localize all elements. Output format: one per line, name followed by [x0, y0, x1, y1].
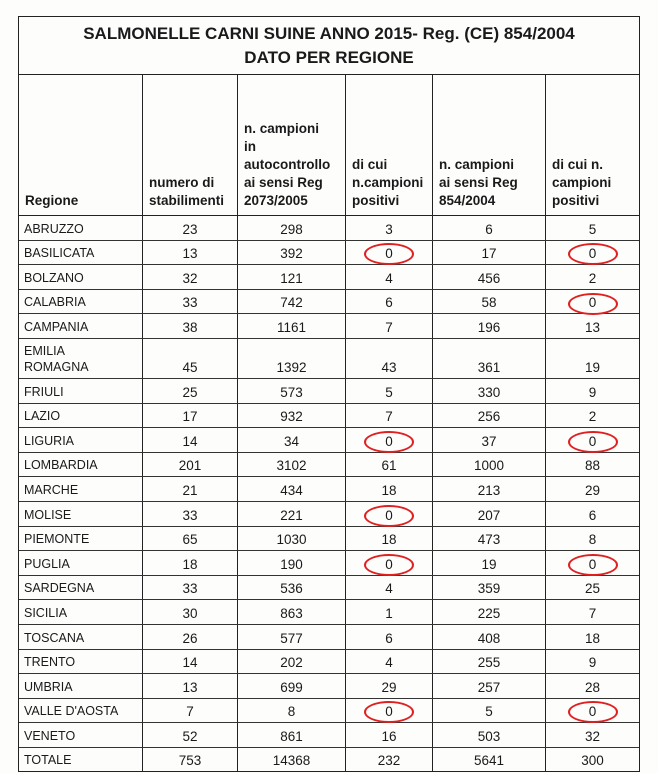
cell-stabilimenti: 17 [143, 404, 238, 428]
cell-positivi-854: 8 [588, 532, 597, 548]
cell-regione: EMILIA ROMAGNA [19, 339, 143, 378]
cell-autocontrollo: 1161 [238, 314, 346, 338]
title-line-1: SALMONELLE CARNI SUINE ANNO 2015- Reg. (CE) 854/2004 [83, 24, 575, 43]
cell-campioni-854: 456 [433, 265, 546, 289]
cell-positivi-854: 7 [588, 605, 597, 621]
cell-campioni-854: 37 [433, 428, 546, 452]
cell-positivi-854: 9 [588, 384, 597, 400]
cell-autocontrollo: 742 [238, 290, 346, 314]
cell-positivi-autocontrollo: 0 [346, 428, 433, 452]
table-row [19, 502, 639, 527]
table-row [19, 290, 639, 315]
cell-campioni-854: 5 [433, 699, 546, 723]
cell-positivi-autocontrollo: 29 [346, 674, 433, 698]
table-row [19, 241, 639, 266]
cell-regione: BASILICATA [19, 241, 143, 265]
cell-positivi-854: 19 [584, 359, 601, 375]
table-row [19, 404, 639, 429]
cell-campioni-854: 196 [433, 314, 546, 338]
cell-positivi-854: 0 [546, 428, 639, 452]
cell-campioni-854: 359 [433, 576, 546, 600]
table-row [19, 527, 639, 552]
cell-positivi-autocontrollo: 0 [346, 241, 433, 265]
cell-positivi-autocontrollo: 4 [346, 265, 433, 289]
cell-campioni-854: 19 [433, 551, 546, 575]
cell-regione: LOMBARDIA [19, 453, 143, 477]
cell-autocontrollo: 202 [238, 650, 346, 674]
cell-positivi-854: 0 [546, 290, 639, 314]
cell-regione: CAMPANIA [19, 314, 143, 338]
cell-stabilimenti: 52 [143, 723, 238, 747]
table-row [19, 625, 639, 650]
table-row [19, 551, 639, 576]
cell-regione: ABRUZZO [19, 216, 143, 240]
header-row [19, 75, 639, 216]
cell-autocontrollo: 577 [238, 625, 346, 649]
table-row [19, 453, 639, 478]
cell-campioni-854: 1000 [433, 453, 546, 477]
cell-regione: TRENTO [19, 650, 143, 674]
cell-positivi-854: 25 [584, 581, 601, 597]
cell-positivi-854: 18 [584, 630, 601, 646]
cell-positivi-autocontrollo: 3 [346, 216, 433, 240]
cell-autocontrollo: 699 [238, 674, 346, 698]
cell-stabilimenti: 753 [143, 748, 238, 772]
table-title [19, 17, 639, 75]
cell-regione: SICILIA [19, 600, 143, 624]
table-row [19, 314, 639, 339]
table-row [19, 748, 639, 772]
cell-positivi-autocontrollo: 18 [346, 527, 433, 551]
cell-positivi-autocontrollo: 232 [346, 748, 433, 772]
cell-autocontrollo: 861 [238, 723, 346, 747]
cell-stabilimenti: 18 [143, 551, 238, 575]
cell-regione: TOSCANA [19, 625, 143, 649]
cell-regione: MOLISE [19, 502, 143, 526]
cell-campioni-854: 256 [433, 404, 546, 428]
cell-autocontrollo: 221 [238, 502, 346, 526]
cell-positivi-854: 2 [588, 270, 597, 286]
cell-regione: PUGLIA [19, 551, 143, 575]
cell-positivi-854: 9 [588, 655, 597, 671]
cell-stabilimenti: 65 [143, 527, 238, 551]
cell-stabilimenti: 13 [143, 241, 238, 265]
header-regione: Regione [19, 75, 143, 215]
cell-stabilimenti: 38 [143, 314, 238, 338]
cell-autocontrollo: 1030 [238, 527, 346, 551]
table-row [19, 477, 639, 502]
cell-stabilimenti: 13 [143, 674, 238, 698]
cell-stabilimenti: 32 [143, 265, 238, 289]
cell-regione: VALLE D'AOSTA [19, 699, 143, 723]
table-row [19, 723, 639, 748]
header-stabilimenti: numero di stabilimenti [143, 75, 238, 215]
table-row [19, 650, 639, 675]
table-row [19, 428, 639, 453]
cell-regione: MARCHE [19, 477, 143, 501]
cell-positivi-autocontrollo: 0 [346, 551, 433, 575]
table-row [19, 216, 639, 241]
cell-regione: VENETO [19, 723, 143, 747]
cell-stabilimenti: 21 [143, 477, 238, 501]
cell-positivi-854: 5 [588, 221, 597, 237]
table-row [19, 576, 639, 601]
cell-positivi-854: 300 [581, 753, 604, 769]
cell-campioni-854: 408 [433, 625, 546, 649]
cell-campioni-854: 5641 [433, 748, 546, 772]
header-positivi-autocontrollo: di cui n.campioni positivi [346, 75, 433, 215]
cell-positivi-autocontrollo: 6 [346, 625, 433, 649]
cell-stabilimenti: 201 [143, 453, 238, 477]
cell-positivi-autocontrollo: 18 [346, 477, 433, 501]
cell-campioni-854: 225 [433, 600, 546, 624]
cell-regione: UMBRIA [19, 674, 143, 698]
cell-campioni-854: 207 [433, 502, 546, 526]
cell-stabilimenti: 14 [143, 650, 238, 674]
cell-campioni-854: 6 [433, 216, 546, 240]
cell-campioni-854: 58 [433, 290, 546, 314]
cell-regione: LIGURIA [19, 428, 143, 452]
cell-regione: SARDEGNA [19, 576, 143, 600]
cell-autocontrollo: 434 [238, 477, 346, 501]
cell-stabilimenti: 33 [143, 290, 238, 314]
cell-positivi-854: 28 [584, 679, 601, 695]
cell-autocontrollo: 190 [238, 551, 346, 575]
cell-autocontrollo: 863 [238, 600, 346, 624]
cell-positivi-autocontrollo: 4 [346, 650, 433, 674]
table-row [19, 674, 639, 699]
cell-positivi-854: 2 [588, 409, 597, 425]
cell-positivi-854: 0 [546, 551, 639, 575]
cell-positivi-854: 13 [584, 319, 601, 335]
cell-stabilimenti: 14 [143, 428, 238, 452]
cell-positivi-854: 0 [546, 241, 639, 265]
cell-autocontrollo: 1392 [238, 339, 346, 378]
cell-positivi-autocontrollo: 1 [346, 600, 433, 624]
cell-autocontrollo: 392 [238, 241, 346, 265]
table-row [19, 265, 639, 290]
cell-positivi-854: 29 [584, 482, 601, 498]
cell-campioni-854: 255 [433, 650, 546, 674]
table-row [19, 699, 639, 724]
cell-positivi-854: 6 [588, 507, 597, 523]
cell-regione: FRIULI [19, 379, 143, 403]
header-positivi-854: di cui n. campioni positivi [552, 157, 612, 208]
table-row [19, 339, 639, 379]
cell-stabilimenti: 45 [143, 339, 238, 378]
cell-positivi-autocontrollo: 0 [346, 699, 433, 723]
cell-positivi-854: 88 [584, 458, 601, 474]
table-row [19, 600, 639, 625]
header-campioni-854: n. campioni ai sensi Reg 854/2004 [433, 75, 546, 215]
cell-regione: LAZIO [19, 404, 143, 428]
cell-autocontrollo: 121 [238, 265, 346, 289]
cell-stabilimenti: 30 [143, 600, 238, 624]
cell-stabilimenti: 23 [143, 216, 238, 240]
header-autocontrollo: n. campioni in autocontrollo ai sensi Reg 2073/2005 [238, 75, 346, 215]
cell-campioni-854: 361 [433, 339, 546, 378]
cell-campioni-854: 257 [433, 674, 546, 698]
cell-stabilimenti: 26 [143, 625, 238, 649]
cell-autocontrollo: 3102 [238, 453, 346, 477]
table-body [19, 216, 639, 771]
cell-autocontrollo: 932 [238, 404, 346, 428]
cell-positivi-autocontrollo: 5 [346, 379, 433, 403]
cell-campioni-854: 473 [433, 527, 546, 551]
cell-regione: PIEMONTE [19, 527, 143, 551]
cell-positivi-autocontrollo: 43 [346, 339, 433, 378]
cell-autocontrollo: 34 [238, 428, 346, 452]
cell-campioni-854: 213 [433, 477, 546, 501]
cell-positivi-autocontrollo: 61 [346, 453, 433, 477]
cell-regione: BOLZANO [19, 265, 143, 289]
cell-autocontrollo: 298 [238, 216, 346, 240]
cell-autocontrollo: 8 [238, 699, 346, 723]
cell-positivi-854: 32 [584, 728, 601, 744]
cell-positivi-autocontrollo: 0 [346, 502, 433, 526]
cell-positivi-autocontrollo: 16 [346, 723, 433, 747]
salmonella-table [18, 16, 640, 772]
cell-positivi-autocontrollo: 6 [346, 290, 433, 314]
table-row [19, 379, 639, 404]
cell-campioni-854: 330 [433, 379, 546, 403]
cell-stabilimenti: 33 [143, 576, 238, 600]
cell-positivi-autocontrollo: 7 [346, 404, 433, 428]
cell-positivi-854: 0 [546, 699, 639, 723]
cell-regione: TOTALE [19, 748, 143, 772]
cell-stabilimenti: 7 [143, 699, 238, 723]
cell-positivi-autocontrollo: 7 [346, 314, 433, 338]
cell-stabilimenti: 33 [143, 502, 238, 526]
cell-autocontrollo: 536 [238, 576, 346, 600]
title-line-2: DATO PER REGIONE [244, 48, 414, 67]
cell-autocontrollo: 14368 [238, 748, 346, 772]
cell-stabilimenti: 25 [143, 379, 238, 403]
cell-autocontrollo: 573 [238, 379, 346, 403]
cell-positivi-autocontrollo: 4 [346, 576, 433, 600]
cell-campioni-854: 17 [433, 241, 546, 265]
cell-campioni-854: 503 [433, 723, 546, 747]
cell-regione: CALABRIA [19, 290, 143, 314]
